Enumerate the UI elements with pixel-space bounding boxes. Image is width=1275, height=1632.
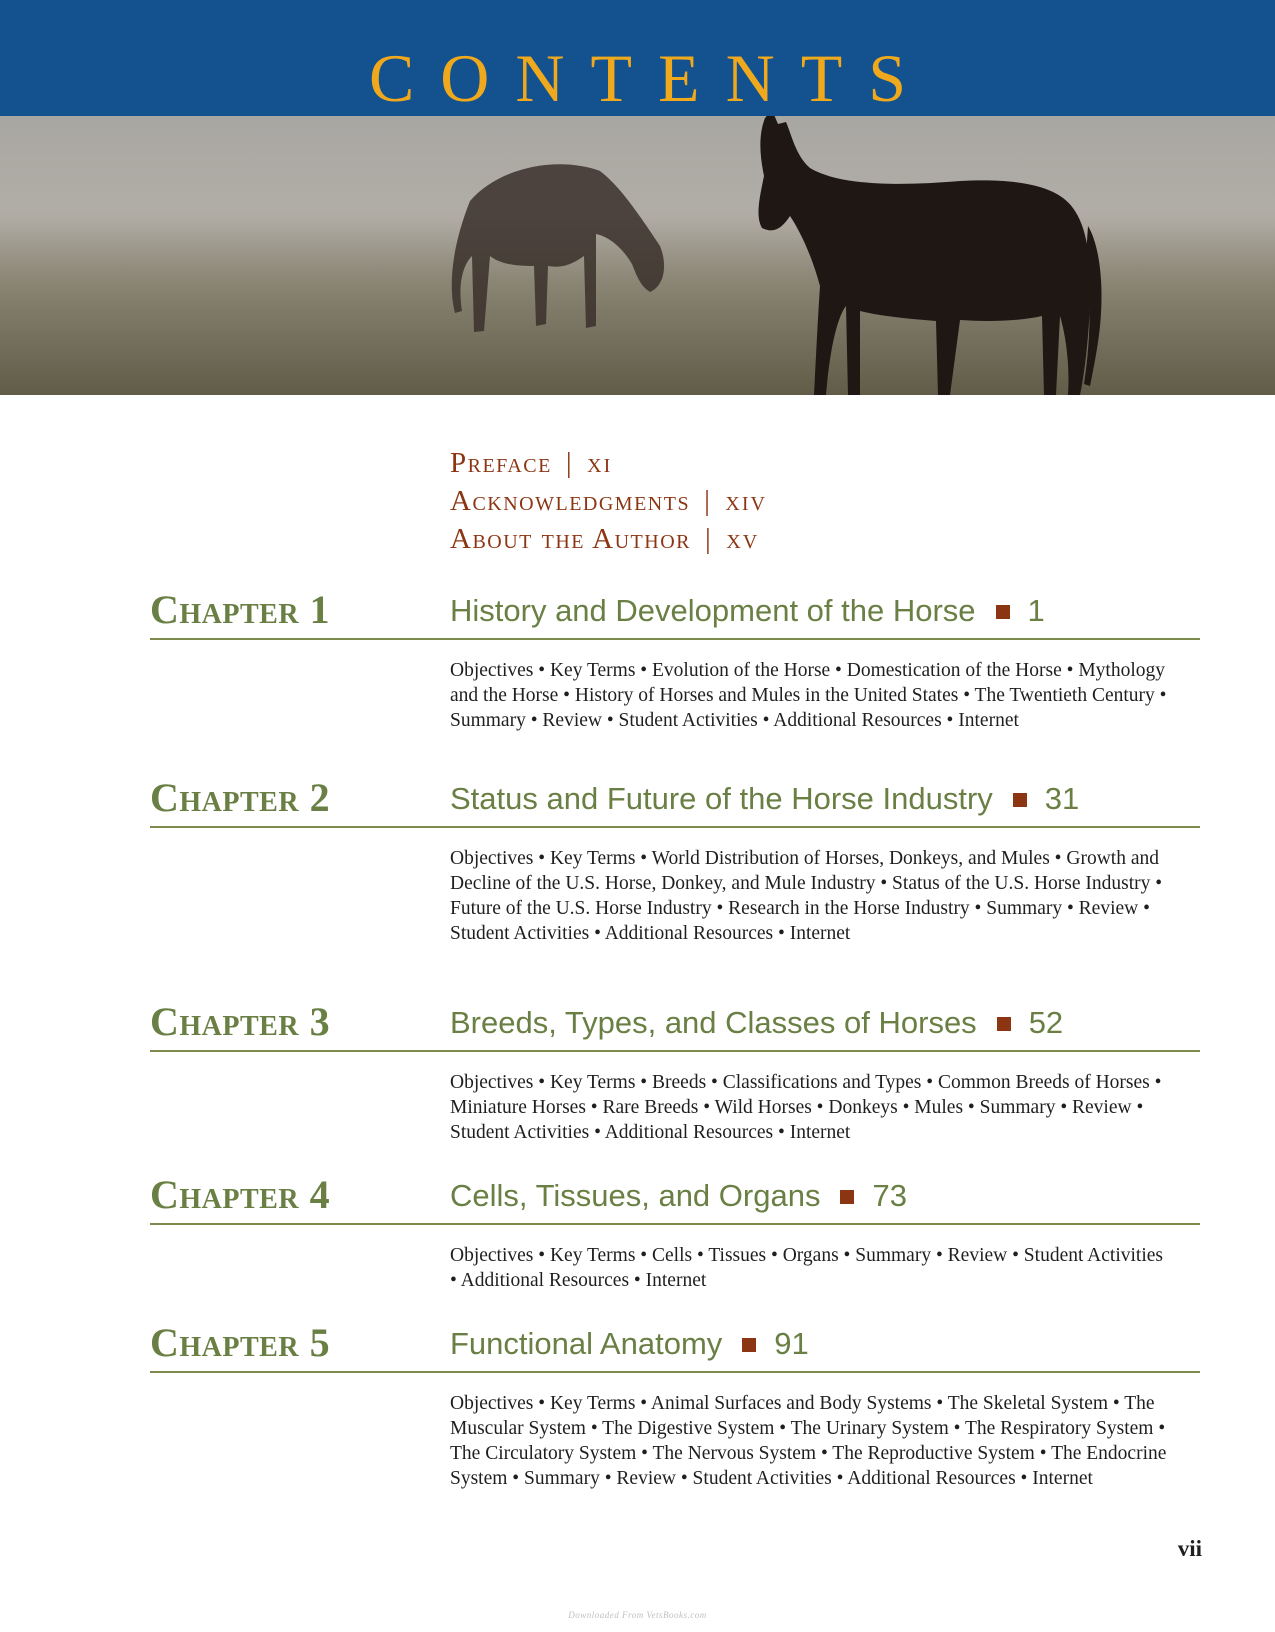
front-matter-page: xv [726, 523, 760, 555]
square-bullet-icon [840, 1190, 854, 1204]
square-bullet-icon [996, 605, 1010, 619]
chapter-page: 52 [1028, 1005, 1064, 1040]
chapter-rule [150, 1223, 1200, 1225]
front-matter-label: Acknowledgments [450, 485, 691, 517]
chapter-title: Functional Anatomy [450, 1326, 723, 1361]
square-bullet-icon [742, 1338, 756, 1352]
chapter-topics: Objectives • Key Terms • Breeds • Classifications and Types • Common Breeds of Horses • Miniature Horses • Rare Breeds • Wild Horses • Donkeys • Mules • Summary • Review • Student Activities • Additional Resources • Internet [450, 1072, 1162, 1143]
chapter-label: Chapter 2 [150, 775, 331, 820]
square-bullet-icon [1013, 793, 1027, 807]
chapter-rule [150, 638, 1200, 640]
chapter-title-line [450, 780, 1079, 818]
front-matter-item [450, 520, 759, 558]
chapter-title: Breeds, Types, and Classes of Horses [450, 1005, 977, 1040]
page-number: vii [1177, 1536, 1202, 1561]
chapter-label: Chapter 4 [150, 1172, 331, 1217]
chapter-topics: Objectives • Key Terms • Animal Surfaces and Body Systems • The Skeletal System • The Muscular System • The Digestive System • The Urinary System • The Respiratory System • The Circulatory System • The Nervous System • The Reproductive System • The Endocrine System • Summary • Review • Student Activities • Additional Resources • Internet [450, 1393, 1167, 1489]
square-bullet-icon [997, 1017, 1011, 1031]
chapter-title-line [450, 1004, 1063, 1042]
chapter-title: Status and Future of the Horse Industry [450, 781, 993, 816]
chapter-page: 73 [872, 1178, 907, 1213]
chapter-label: Chapter 3 [150, 999, 331, 1044]
chapter-topics: Objectives • Key Terms • Cells • Tissues • Organs • Summary • Review • Student Activities • Additional Resources • Internet [450, 1245, 1164, 1291]
front-matter-label: About the Author [450, 523, 691, 555]
chapter-title-line [450, 592, 1045, 630]
chapter-topics: Objectives • Key Terms • Evolution of the Horse • Domestication of the Horse • Mythology and the Horse • History of Horses and Mules in the United States • The Twentieth Century • Summary • Review • Student Activities • Additional Resources • Internet [450, 660, 1167, 731]
chapter-rule [150, 1371, 1200, 1373]
front-matter-item [450, 444, 612, 482]
chapter-title: Cells, Tissues, and Organs [450, 1178, 821, 1213]
separator: | [705, 523, 713, 555]
chapter-page: 91 [774, 1326, 809, 1361]
chapter-title-line [450, 1177, 907, 1215]
chapter-topics: Objectives • Key Terms • World Distribution of Horses, Donkeys, and Mules • Growth and Decline of the U.S. Horse, Donkey, and Mule Industry • Status of the U.S. Horse Industry • Future of the U.S. Horse Industry • Research in the Horse Industry • Summary • Review • Student Activities • Additional Resources • Internet [450, 848, 1163, 944]
front-matter-page: xiv [725, 485, 767, 517]
chapter-label: Chapter 1 [150, 587, 331, 632]
separator: | [704, 485, 712, 517]
chapter-title-line [450, 1325, 809, 1363]
page-title: CONTENTS [368, 40, 933, 116]
watermark-text: Downloaded From VetsBooks.com [568, 1610, 707, 1620]
chapter-rule [150, 1050, 1200, 1052]
front-matter-label: Preface [450, 447, 552, 479]
chapter-title: History and Development of the Horse [450, 593, 976, 628]
horses-in-misty-field-image [0, 116, 1275, 395]
front-matter-page: xi [587, 447, 613, 479]
separator: | [565, 447, 574, 479]
chapter-page: 31 [1044, 781, 1080, 816]
chapter-label: Chapter 5 [150, 1320, 331, 1365]
chapter-page: 1 [1027, 593, 1045, 628]
chapter-rule [150, 826, 1200, 828]
front-matter-item [450, 482, 767, 520]
